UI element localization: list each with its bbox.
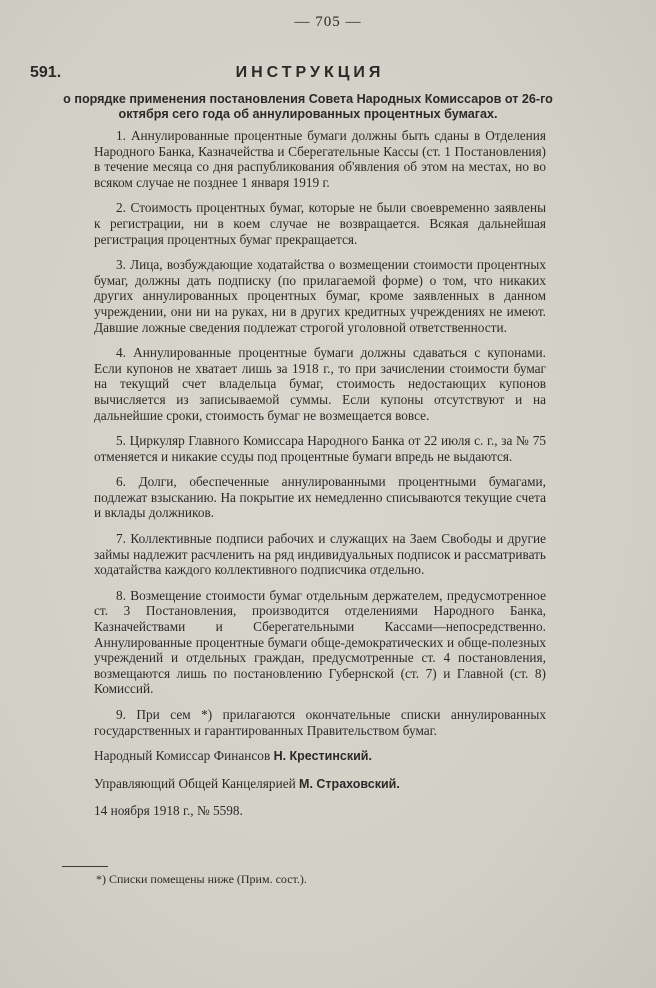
footnote: *) Списки помещены ниже (Прим. сост.). (96, 872, 307, 886)
document-number: 591. (30, 64, 62, 81)
page-number: — 705 — (294, 14, 362, 30)
paragraph-8: 8. Возмещение стоимости бумаг отдельным держателем, предусмотренное ст. 3 Постановления, производится отделениями Народного Банка, Казначействами и Сберегательными Кассами—непосредственно. Аннулированные процентные бумаги обще-демократических и обще-полезных учреждений и отдельных граждан, предусмотренные ст. 4 постановления, возмещаются лишь по постановлению Губернской (ст. 7) и Главной (ст. 8) Комиссий. (94, 587, 546, 697)
signature-chancellery (94, 776, 546, 793)
paragraph-6: 6. Долги, обеспеченные аннулированными процентными бумагами, подлежат взысканию. На покрытие их немедленно списываются текущие счета и вклады должников. (94, 474, 546, 521)
paragraph-3: 3. Лица, возбуждающие ходатайства о возмещении стоимости процентных бумаг, должны дать подписку (по прилагаемой форме) о том, что никаких других аннулированных процентных бумаг, кроме заявленных в данном учреждении, они ни на руках, ни в других кредитных учреждениях не имеют. Давшие ложные сведения подлежат строгой уголовной ответственности. (94, 257, 546, 335)
chancellery-name: М. Страховский. (299, 776, 400, 791)
paragraph-9: 9. При сем *) прилагаются окончательные списки аннулированных государственных и гарантированных Правительством бумаг. (94, 707, 546, 738)
signature-commissar (94, 748, 546, 765)
commissar-name: Н. Крестинский. (273, 749, 372, 764)
paragraph-7: 7. Коллективные подписи рабочих и служащих на Заем Свободы и другие займы надлежит расчленить на ряд индивидуальных подписок и рассматривать ходатайства каждого коллективного подписчика отдельно. (94, 531, 546, 578)
paragraph-2: 2. Стоимость процентных бумаг, которые не были своевременно заявлены к регистрации, ни в коем случае не возвращается. Всякая дальнейшая регистрация процентных бумаг прекращается. (94, 200, 546, 247)
document-title: ИНСТРУКЦИЯ (235, 64, 385, 81)
paragraph-1: 1. Аннулированные процентные бумаги должны быть сданы в Отделения Народного Банка, Казначейства и Сберегательные Кассы (ст. 1 Постановления) в течение месяца со дня распубликования об'явления об этом на местах, но во всяком случае не позднее 1 января 1919 г. (94, 128, 546, 190)
paragraph-5: 5. Циркуляр Главного Комиссара Народного Банка от 22 июля с. г., за № 75 отменяется и никакие ссуды под процентные бумаги впредь не выдаются. (94, 433, 546, 464)
document-body (94, 128, 546, 830)
commissar-role: Народный Комиссар Финансов (94, 748, 271, 764)
date-line: 14 ноября 1918 г., № 5598. (94, 803, 243, 819)
chancellery-role: Управляющий Общей Канцелярией (94, 775, 296, 791)
footnote-divider (62, 866, 108, 867)
document-subtitle: о порядке применения постановления Совета Народных Комиссаров от 26-го октября сего года об аннулированных процентных бумагах. (63, 92, 553, 121)
paragraph-4: 4. Аннулированные процентные бумаги должны сдаваться с купонами. Если купонов не хватает лишь за 1918 г., то при зачислении стоимости бумаг на текущий счет владельца бумаг, стоимость недостающих купонов вычисляется из записываемой суммы. Если купоны отсутствуют и на дальнейшие сроки, стоимость бумаг не возмещается вовсе. (94, 345, 546, 423)
